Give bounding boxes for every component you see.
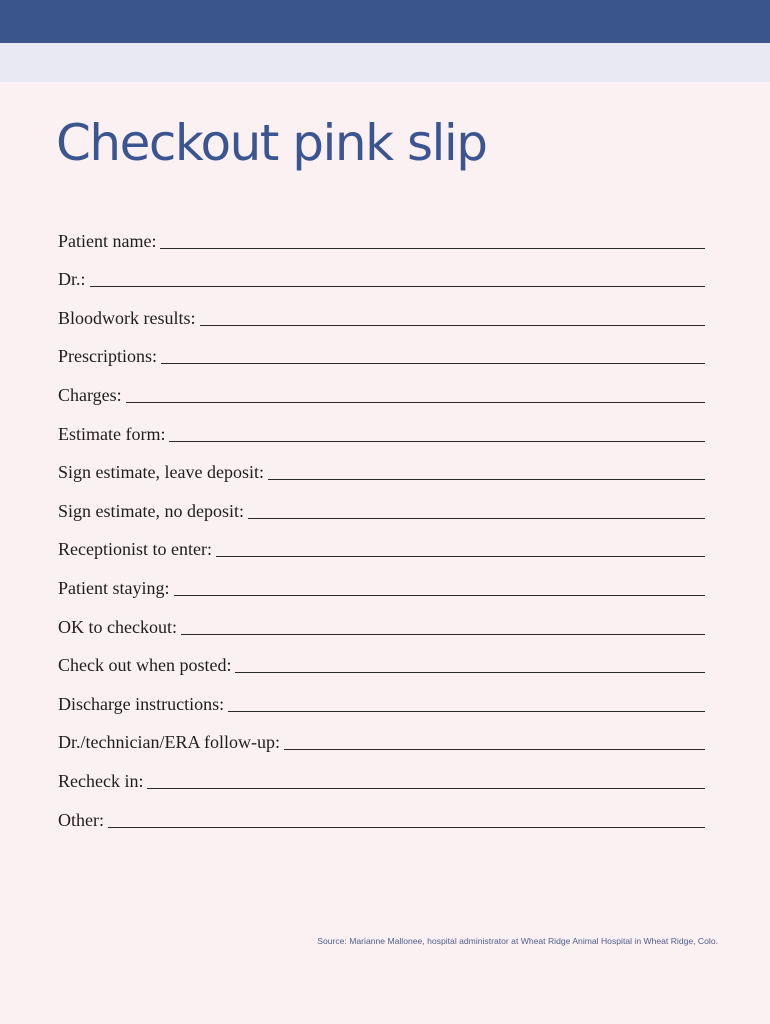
fill-in-line[interactable] bbox=[160, 248, 705, 249]
field-receptionist-to-enter bbox=[58, 527, 705, 566]
field-label: Charges: bbox=[58, 384, 122, 405]
field-label: Sign estimate, no deposit: bbox=[58, 500, 244, 521]
fill-in-line[interactable] bbox=[161, 363, 705, 364]
fill-in-line[interactable] bbox=[228, 711, 705, 712]
field-label: Sign estimate, leave deposit: bbox=[58, 462, 264, 483]
fill-in-line[interactable] bbox=[169, 441, 705, 442]
field-prescriptions bbox=[58, 334, 705, 373]
fill-in-line[interactable] bbox=[248, 518, 705, 519]
source-note: Source: Marianne Mallonee, hospital administrator at Wheat Ridge Animal Hospital in Wheat Ridge, Colo. bbox=[317, 936, 718, 946]
field-label: Estimate form: bbox=[58, 423, 166, 444]
fill-in-line[interactable] bbox=[268, 479, 705, 480]
fill-in-line[interactable] bbox=[108, 827, 705, 828]
field-estimate-form bbox=[58, 411, 705, 450]
field-sign-estimate-leave-deposit bbox=[58, 450, 705, 489]
field-label: Receptionist to enter: bbox=[58, 539, 212, 560]
header-subband bbox=[0, 43, 770, 82]
form-fields bbox=[58, 218, 705, 836]
fill-in-line[interactable] bbox=[181, 634, 705, 635]
fill-in-line[interactable] bbox=[200, 325, 706, 326]
field-label: Patient staying: bbox=[58, 577, 170, 598]
field-label: Prescriptions: bbox=[58, 346, 157, 367]
field-discharge-instructions bbox=[58, 681, 705, 720]
page-title: Checkout pink slip bbox=[56, 114, 487, 172]
field-follow-up bbox=[58, 720, 705, 759]
field-label: Other: bbox=[58, 809, 104, 830]
fill-in-line[interactable] bbox=[174, 595, 706, 596]
fill-in-line[interactable] bbox=[126, 402, 705, 403]
header-band bbox=[0, 0, 770, 43]
field-label: Recheck in: bbox=[58, 770, 144, 791]
fill-in-line[interactable] bbox=[216, 556, 705, 557]
fill-in-line[interactable] bbox=[90, 286, 705, 287]
field-label: Patient name: bbox=[58, 230, 157, 251]
field-other bbox=[58, 797, 705, 836]
field-label: Check out when posted: bbox=[58, 655, 232, 676]
field-label: Dr./technician/ERA follow-up: bbox=[58, 732, 280, 753]
field-ok-to-checkout bbox=[58, 604, 705, 643]
field-patient-name bbox=[58, 218, 705, 257]
field-sign-estimate-no-deposit bbox=[58, 488, 705, 527]
field-charges bbox=[58, 372, 705, 411]
fill-in-line[interactable] bbox=[284, 749, 705, 750]
field-check-out-when-posted bbox=[58, 643, 705, 682]
fill-in-line[interactable] bbox=[147, 788, 705, 789]
field-patient-staying bbox=[58, 565, 705, 604]
field-label: Bloodwork results: bbox=[58, 307, 196, 328]
field-bloodwork-results bbox=[58, 295, 705, 334]
field-recheck-in bbox=[58, 758, 705, 797]
field-label: Dr.: bbox=[58, 269, 86, 290]
field-label: Discharge instructions: bbox=[58, 693, 225, 714]
field-label: OK to checkout: bbox=[58, 616, 177, 637]
fill-in-line[interactable] bbox=[235, 672, 705, 673]
field-dr bbox=[58, 257, 705, 296]
